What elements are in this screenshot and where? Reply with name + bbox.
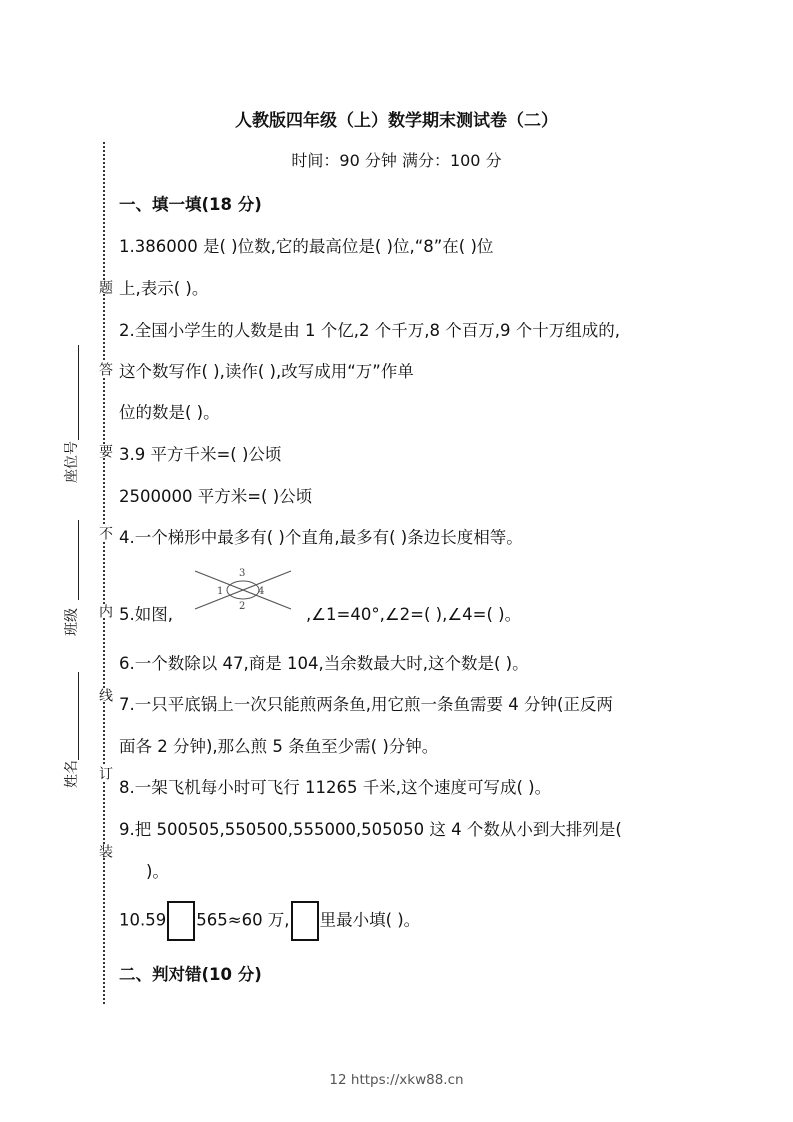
class-label: 班级 [64,608,80,636]
question-1-line-1: 1.386000 是( )位数,它的最高位是( )位,“8”在( )位 [119,237,494,256]
angle-label-3: 3 [239,568,246,579]
page-footer: 12 https://xkw88.cn [329,1072,464,1088]
seal-char-8: 装 [97,844,113,858]
exam-info: 时间：90 分钟 满分：100 分 [291,151,502,170]
seal-char-6: 线 [97,688,113,702]
digit-box-1[interactable] [167,901,195,941]
section-2-heading: 二、判对错(10 分) [119,965,262,984]
intersecting-lines-figure [193,565,293,613]
binding-dotted-line [103,142,105,1004]
question-2-line-2: 这个数写作( ),读作( ),改写成用“万”作单 [119,362,414,381]
seal-char-4: 不 [97,526,113,540]
seal-char-2: 答 [97,362,113,376]
angle-label-2: 2 [239,601,246,612]
question-7-line-1: 7.一只平底锅上一次只能煎两条鱼,用它煎一条鱼需要 4 分钟(正反两 [119,695,613,714]
question-10 [119,901,420,941]
question-2-line-3: 位的数是( )。 [119,403,220,422]
question-10-part-a: 10.59 [119,910,167,930]
question-5-suffix: ,∠1=40°,∠2=( ),∠4=( )。 [306,605,522,624]
name-blank[interactable] [78,672,79,760]
question-1-line-2: 上,表示( )。 [119,279,209,298]
seal-char-1: 题 [97,280,113,294]
question-10-part-c: 里最小填( )。 [319,910,421,930]
page-title: 人教版四年级（上）数学期末测试卷（二） [235,111,558,131]
angle-label-1: 1 [217,586,224,597]
question-2-line-1: 2.全国小学生的人数是由 1 个亿,2 个千万,8 个百万,9 个十万组成的, [119,321,620,340]
seat-number-blank[interactable] [78,345,79,440]
question-7-line-2: 面各 2 分钟),那么煎 5 条鱼至少需( )分钟。 [119,737,439,756]
name-label: 姓名 [64,760,80,788]
question-9-line-2: )。 [146,862,169,881]
seal-char-3: 要 [97,444,113,458]
seal-char-7: 订 [97,766,113,780]
class-blank[interactable] [78,520,79,600]
angle-label-4: 4 [258,586,265,597]
question-8: 8.一架飞机每小时可飞行 11265 千米,这个速度可写成( )。 [119,778,552,797]
seal-char-5: 内 [97,604,113,618]
question-5-prefix: 5.如图, [119,605,173,624]
question-3-line-1: 3.9 平方千米=( )公顷 [119,445,282,464]
question-9-line-1: 9.把 500505,550500,555000,505050 这 4 个数从小到大排列是( [119,820,622,839]
question-6: 6.一个数除以 47,商是 104,当余数最大时,这个数是( )。 [119,654,529,673]
seat-number-label: 座位号 [64,441,80,483]
question-10-part-b: 565≈60 万, [196,910,290,930]
question-3-line-2: 2500000 平方米=( )公顷 [119,487,313,506]
question-4: 4.一个梯形中最多有( )个直角,最多有( )条边长度相等。 [119,528,523,547]
digit-box-2[interactable] [291,901,319,941]
section-1-heading: 一、填一填(18 分) [119,195,262,214]
